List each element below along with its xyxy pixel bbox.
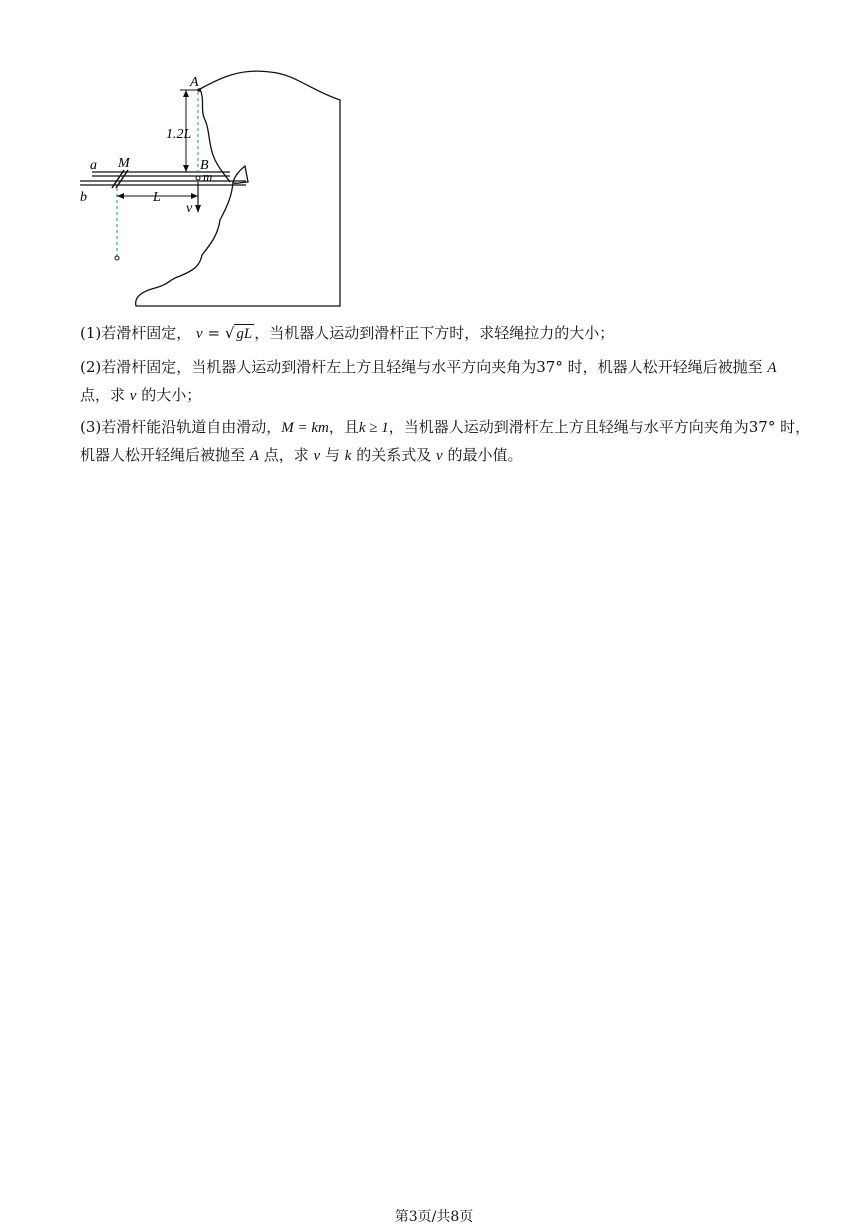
question-3-line-1 xyxy=(80,412,810,443)
robot-below-position xyxy=(115,256,119,260)
q3-line1-formula: M = km xyxy=(281,420,329,436)
q3-line2-prefix: 机器人松开轻绳后被抛至 xyxy=(80,446,246,464)
label-rail-b: b xyxy=(80,190,87,205)
q3-line1-mid: ，且 xyxy=(328,418,359,436)
physics-diagram xyxy=(70,70,360,315)
question-2-line-2 xyxy=(80,380,201,411)
question-3-line-2 xyxy=(80,440,523,471)
q2-line2-prefix: 点，求 xyxy=(80,386,126,404)
q3-line2-v2: v xyxy=(436,448,443,464)
label-height: 1.2L xyxy=(166,127,192,142)
label-velocity: v xyxy=(186,201,193,216)
q3-line1-prefix: (3)若滑杆能沿轨道自由滑动， xyxy=(80,418,282,436)
q1-formula-eq: = xyxy=(202,324,225,342)
page-footer: 第3页/共8页 xyxy=(394,1209,474,1225)
q3-line2-suffix: 的最小值。 xyxy=(447,446,523,464)
height-arrow-up xyxy=(183,90,189,97)
q3-line2-mid2: 与 xyxy=(325,446,341,464)
q2-line1-a: A xyxy=(767,360,777,376)
q1-suffix: ，当机器人运动到滑杆正下方时，求轻绳拉力的大小； xyxy=(254,324,615,342)
q3-line1-cond: k ≥ 1 xyxy=(358,420,389,436)
label-slider-m: M xyxy=(118,156,130,171)
robot-m xyxy=(196,176,200,180)
question-2-line-1 xyxy=(80,352,777,383)
q3-line2-k: k xyxy=(344,448,352,464)
label-rail-a: a xyxy=(90,158,97,173)
q3-line2-mid1: 点，求 xyxy=(263,446,309,464)
length-arrow-right xyxy=(191,193,198,199)
cliff-outline xyxy=(136,71,340,306)
q2-line2-v: v xyxy=(129,388,137,404)
q3-line2-v: v xyxy=(313,448,321,464)
height-arrow-down xyxy=(183,165,189,172)
q3-line2-mid3: 的关系式及 xyxy=(356,446,432,464)
q3-line1-suffix: ，当机器人运动到滑杆左上方且轻绳与水平方向夹角为37° 时， xyxy=(388,418,811,436)
sqrt-sign: √ xyxy=(224,324,235,342)
q1-formula-v: v xyxy=(196,326,203,342)
velocity-arrowhead xyxy=(195,205,201,213)
q2-line2-suffix: 的大小； xyxy=(141,386,202,404)
q2-line1-prefix: (2)若滑杆固定，当机器人运动到滑杆左上方且轻绳与水平方向夹角为37° 时，机器人松开轻绳后被抛至 xyxy=(80,358,763,376)
label-robot-m: m xyxy=(203,169,213,184)
q3-line2-a: A xyxy=(249,448,259,464)
question-1 xyxy=(80,318,614,349)
label-length: L xyxy=(153,190,161,205)
label-a-point: A xyxy=(190,75,199,90)
label-b-point: B xyxy=(200,158,209,173)
length-arrow-left xyxy=(117,193,124,199)
q1-prefix: (1)若滑杆固定， xyxy=(80,324,192,342)
q1-formula-root: gL xyxy=(236,326,253,342)
